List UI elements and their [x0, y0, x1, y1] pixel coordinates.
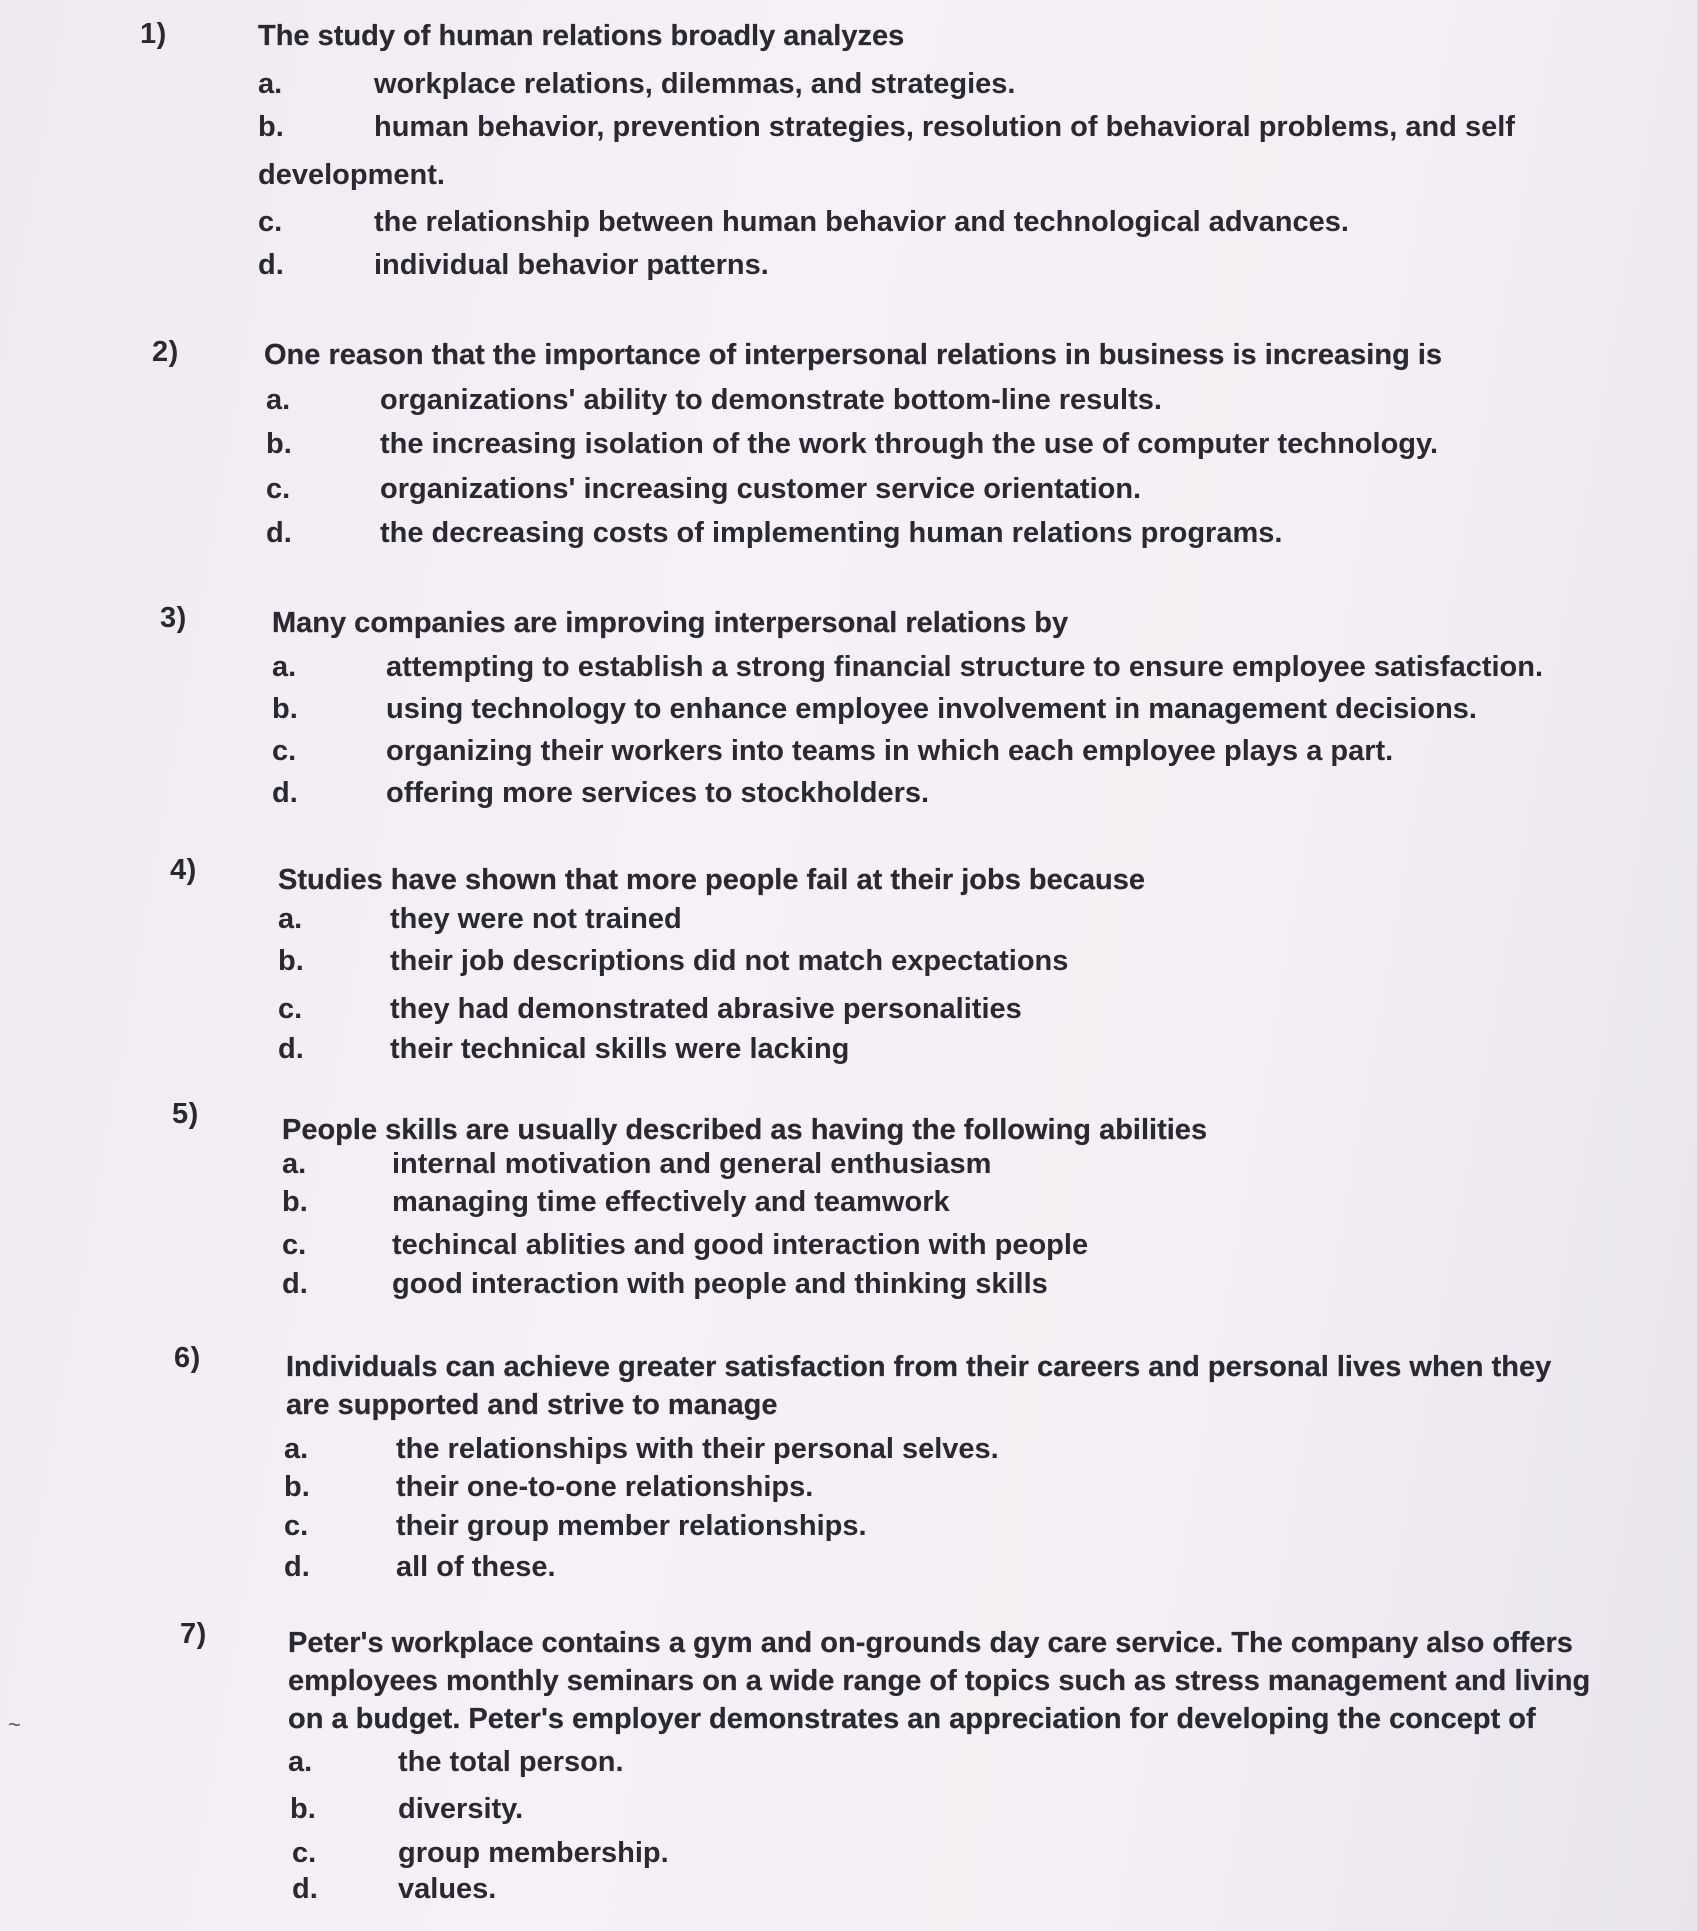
choice-letter: b. — [278, 945, 304, 977]
choice-text: the relationships with their personal selves. — [396, 1433, 999, 1465]
choice-letter: d. — [258, 249, 284, 281]
choice-text: managing time effectively and teamwork — [392, 1186, 950, 1218]
choice-letter: a. — [288, 1746, 313, 1778]
margin-mark: ~ — [8, 1712, 21, 1737]
choice-text: diversity. — [398, 1793, 524, 1825]
question-stem: Studies have shown that more people fail at their jobs because — [278, 864, 1145, 896]
choice-text: their job descriptions did not match expectations — [390, 945, 1069, 977]
choice-letter: b. — [290, 1793, 316, 1825]
choice-letter: c. — [292, 1837, 317, 1869]
choice-text: the decreasing costs of implementing human relations programs. — [380, 517, 1283, 549]
choice-letter: d. — [282, 1268, 308, 1300]
choice-text: using technology to enhance employee involvement in management decisions. — [386, 693, 1477, 725]
question-number: 4) — [170, 854, 197, 886]
choice-text: their technical skills were lacking — [390, 1033, 850, 1065]
choice-letter: b. — [272, 693, 298, 725]
choice-text: techincal ablities and good interaction with people — [392, 1229, 1089, 1261]
choice-text: their one-to-one relationships. — [396, 1471, 814, 1503]
choice-letter: b. — [282, 1186, 308, 1218]
question-stem: People skills are usually described as having the following abilities — [282, 1114, 1208, 1146]
question-number: 6) — [174, 1342, 201, 1374]
choice-text: the increasing isolation of the work through the use of computer technology. — [380, 428, 1439, 460]
question-stem: Many companies are improving interpersonal relations by — [272, 607, 1069, 639]
choice-letter: c. — [272, 735, 297, 767]
choice-letter: d. — [284, 1551, 310, 1583]
question-number: 7) — [180, 1618, 207, 1650]
question-number: 5) — [172, 1098, 199, 1130]
choice-text: all of these. — [396, 1551, 556, 1583]
choice-letter: d. — [266, 517, 292, 549]
choice-text: offering more services to stockholders. — [386, 777, 930, 809]
choice-text: organizing their workers into teams in which each employee plays a part. — [386, 735, 1394, 767]
choice-text: they were not trained — [390, 903, 682, 935]
question-number: 1) — [140, 18, 167, 50]
choice-letter: d. — [292, 1873, 318, 1905]
choice-letter: a. — [282, 1148, 307, 1180]
choice-letter: b. — [258, 111, 284, 143]
choice-letter: a. — [266, 384, 291, 416]
choice-letter: d. — [272, 777, 298, 809]
choice-letter: c. — [284, 1510, 309, 1542]
choice-text: workplace relations, dilemmas, and strategies. — [374, 68, 1016, 100]
question-stem: Individuals can achieve greater satisfaction from their careers and personal lives when they are supported and strive to manage — [286, 1351, 1552, 1421]
choice-letter: c. — [258, 206, 283, 238]
choice-text: human behavior, prevention strategies, resolution of behavioral problems, and self — [374, 111, 1515, 143]
choice-text-continuation: development. — [258, 159, 445, 191]
choice-text: good interaction with people and thinking skills — [392, 1268, 1048, 1300]
choice-letter: c. — [282, 1229, 307, 1261]
choice-letter: c. — [278, 993, 303, 1025]
choice-text: organizations' increasing customer service orientation. — [380, 473, 1142, 505]
question-number: 2) — [152, 336, 179, 368]
choice-letter: d. — [278, 1033, 304, 1065]
choice-letter: a. — [278, 903, 303, 935]
choice-text: internal motivation and general enthusiasm — [392, 1148, 992, 1180]
choice-text: the total person. — [398, 1746, 624, 1778]
choice-text: they had demonstrated abrasive personalities — [390, 993, 1022, 1025]
choice-letter: b. — [284, 1471, 310, 1503]
choice-text: individual behavior patterns. — [374, 249, 769, 281]
choice-letter: a. — [258, 68, 283, 100]
question-stem: The study of human relations broadly analyzes — [258, 20, 905, 52]
choice-text: their group member relationships. — [396, 1510, 867, 1542]
choice-letter: a. — [272, 651, 297, 683]
choice-text: attempting to establish a strong financial structure to ensure employee satisfaction. — [386, 651, 1544, 683]
choice-letter: a. — [284, 1433, 309, 1465]
choice-text: group membership. — [398, 1837, 669, 1869]
question-stem: Peter's workplace contains a gym and on-grounds day care service. The company also offers employees monthly seminars on a wide range of topics such as stress management and living on a budget. Peter's employer demonstrates an appreciation for developing the concept of — [288, 1627, 1591, 1735]
question-stem: One reason that the importance of interpersonal relations in business is increasing is — [264, 339, 1443, 371]
choice-letter: c. — [266, 473, 291, 505]
choice-text: values. — [398, 1873, 497, 1905]
question-number: 3) — [160, 602, 187, 634]
choice-letter: b. — [266, 428, 292, 460]
choice-text: organizations' ability to demonstrate bottom-line results. — [380, 384, 1162, 416]
choice-text: the relationship between human behavior and technological advances. — [374, 206, 1349, 238]
